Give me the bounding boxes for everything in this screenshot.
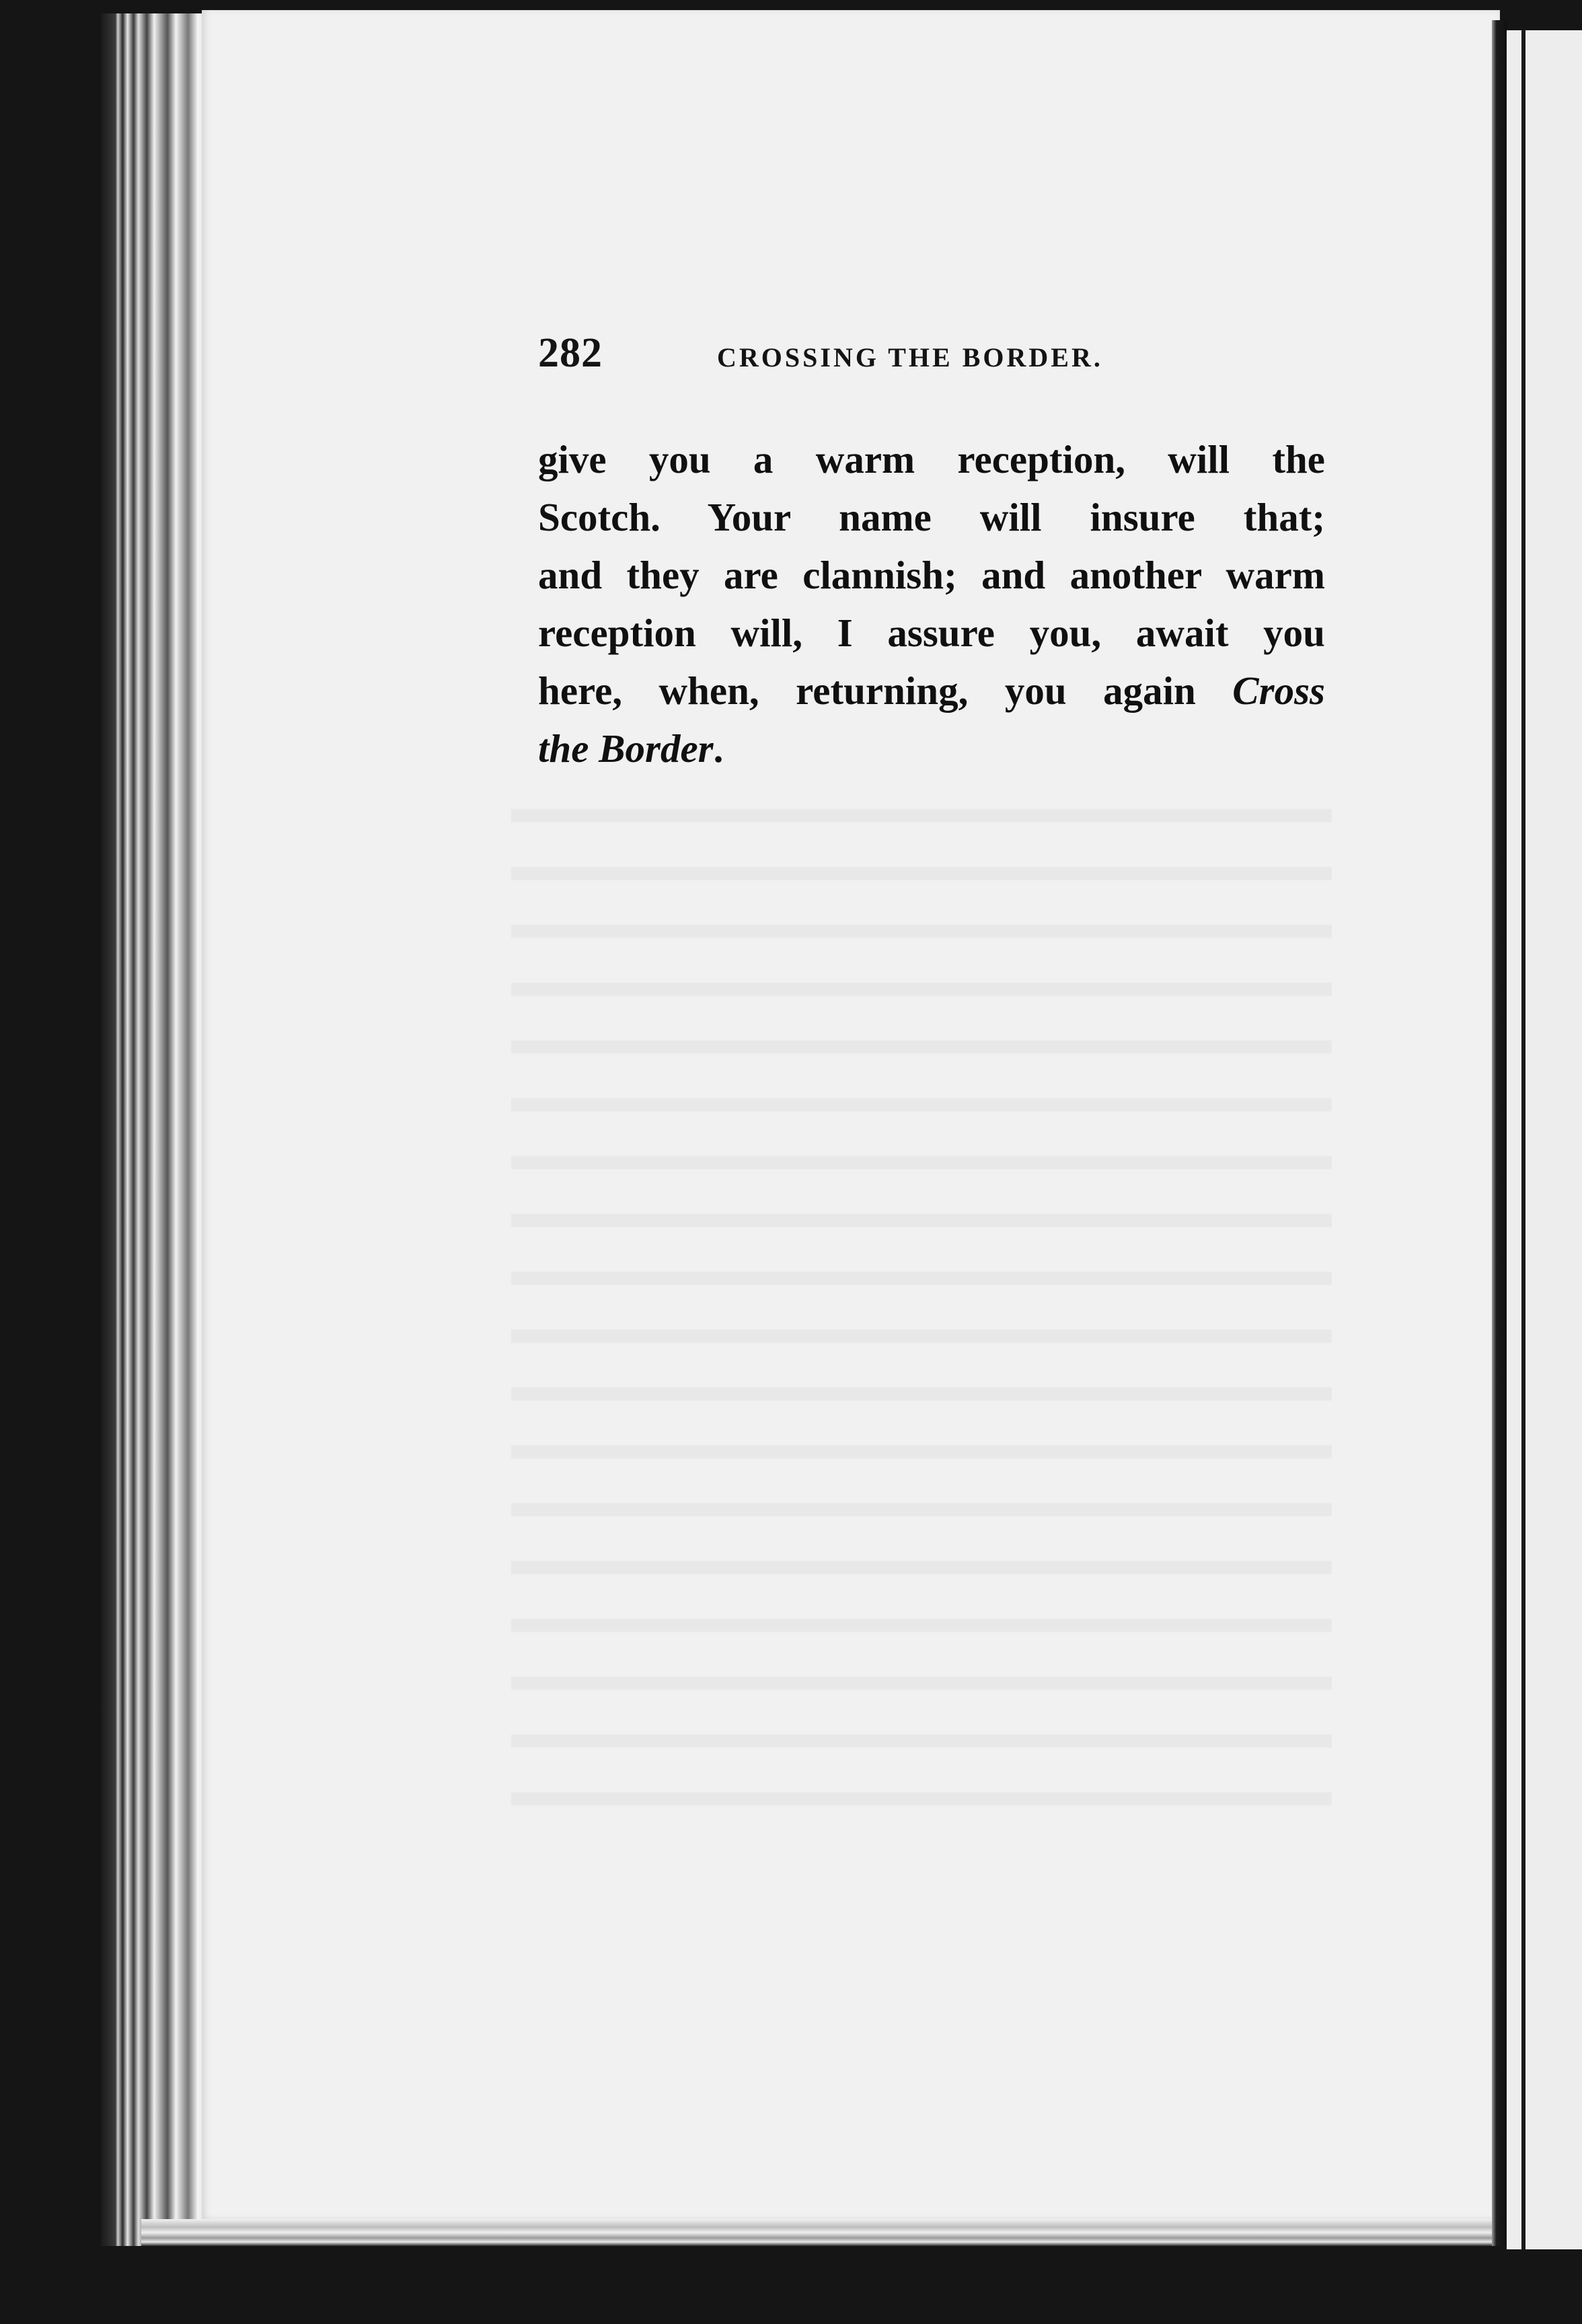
- page-stack-bottom-edge: [141, 2219, 1507, 2246]
- text-line-6-italic: the Border: [538, 726, 714, 771]
- running-head: CROSSING THE BORDER.: [717, 342, 1103, 373]
- text-line-1: give you a warm reception, will the: [538, 437, 1325, 481]
- text-line-4: reception will, I assure you, await you: [538, 611, 1325, 655]
- page-header: [538, 330, 1325, 383]
- text-line-5: [538, 662, 1325, 720]
- page-number: 282: [538, 330, 603, 376]
- text-line-6: [538, 720, 1325, 777]
- facing-page-border: [1521, 30, 1526, 2249]
- body-paragraph: [538, 430, 1325, 777]
- text-line-5-roman: here, when, returning, you again: [538, 668, 1196, 713]
- text-line-6-end: .: [713, 726, 724, 771]
- facing-page-edge: [1507, 30, 1582, 2249]
- text-line-5-italic: Cross: [1232, 668, 1325, 713]
- text-line-2: Scotch. Your name will insure that;: [538, 495, 1325, 539]
- show-through-text: [511, 780, 1332, 1829]
- text-line-3: and they are clannish; and another warm: [538, 553, 1325, 597]
- book-gutter: [1492, 20, 1507, 2246]
